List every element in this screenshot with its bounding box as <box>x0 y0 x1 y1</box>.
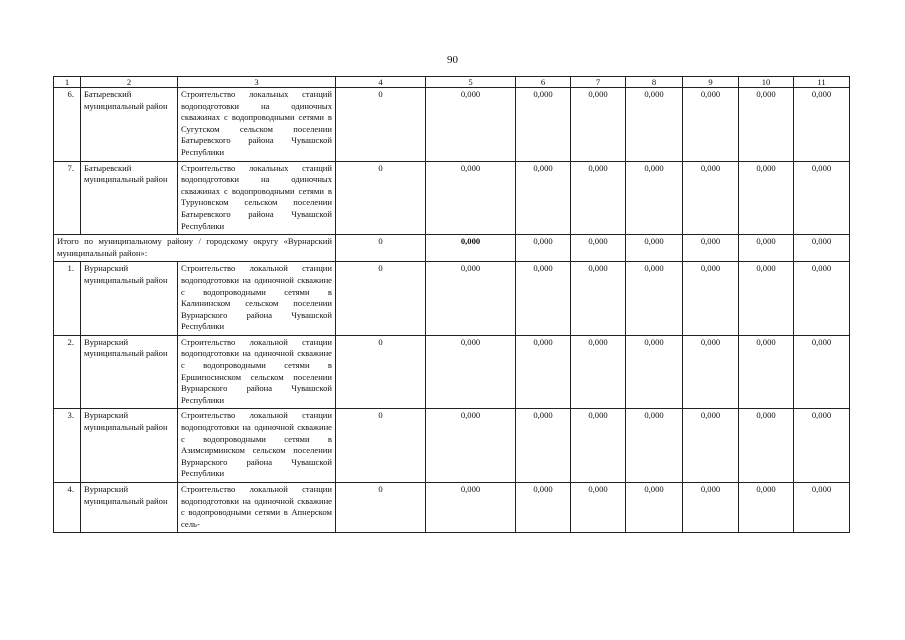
col-header: 4 <box>336 77 426 88</box>
value-cell: 0,000 <box>426 409 516 483</box>
value-cell: 0,000 <box>516 409 571 483</box>
value-cell: 0,000 <box>739 161 794 235</box>
value-cell: 0,000 <box>739 483 794 533</box>
row-number: 3. <box>54 409 81 483</box>
value-cell: 0,000 <box>426 262 516 336</box>
table-row <box>54 262 850 336</box>
value-cell: 0,000 <box>794 335 850 409</box>
table-row <box>54 483 850 533</box>
total-value: 0,000 <box>683 235 739 262</box>
value-cell: 0,000 <box>794 88 850 162</box>
col-header: 8 <box>626 77 683 88</box>
value-cell: 0,000 <box>794 483 850 533</box>
district-cell: Батыревский муниципальный район <box>81 161 178 235</box>
value-cell: 0,000 <box>626 483 683 533</box>
value-cell: 0,000 <box>683 161 739 235</box>
col-header: 7 <box>571 77 626 88</box>
project-description: Строительство локальной станции водоподготовки на одиночной скважине с водопроводными сетями в Азимсирминском сельском поселении Вурнарского района Чувашской Республики <box>178 409 336 483</box>
page-number: 90 <box>447 54 458 66</box>
district-cell: Вурнарский муниципальный район <box>81 483 178 533</box>
total-value: 0,000 <box>516 235 571 262</box>
project-description: Строительство локальных станций водоподготовки на одиночных скважинах с водопроводными сетями в Туруновском сельском поселении Батыревского района Чувашской Республики <box>178 161 336 235</box>
total-value: 0,000 <box>626 235 683 262</box>
col-header: 9 <box>683 77 739 88</box>
project-description: Строительство локальной станции водоподготовки на одиночной скважине с водопроводными сетями в Калининском сельском поселении Вурнарского района Чувашской Республики <box>178 262 336 336</box>
district-cell: Батыревский муниципальный район <box>81 88 178 162</box>
value-cell: 0,000 <box>683 262 739 336</box>
value-cell: 0,000 <box>626 409 683 483</box>
value-cell: 0,000 <box>739 88 794 162</box>
value-cell: 0,000 <box>683 409 739 483</box>
col-header: 2 <box>81 77 178 88</box>
value-cell: 0,000 <box>794 161 850 235</box>
district-cell: Вурнарский муниципальный район <box>81 262 178 336</box>
value-cell: 0,000 <box>794 262 850 336</box>
value-cell: 0,000 <box>571 483 626 533</box>
total-value: 0 <box>336 235 426 262</box>
value-cell: 0,000 <box>516 262 571 336</box>
total-value: 0,000 <box>794 235 850 262</box>
value-cell: 0,000 <box>683 88 739 162</box>
value-cell: 0,000 <box>571 262 626 336</box>
value-cell: 0,000 <box>571 335 626 409</box>
column-number-header-row <box>54 77 850 88</box>
table-row <box>54 409 850 483</box>
total-value: 0,000 <box>426 235 516 262</box>
value-cell: 0,000 <box>516 483 571 533</box>
col-header: 1 <box>54 77 81 88</box>
row-number: 1. <box>54 262 81 336</box>
value-cell: 0,000 <box>739 262 794 336</box>
total-label: Итого по муниципальному району / городскому округу «Вурнарский муниципальный район»: <box>54 235 336 262</box>
value-cell: 0 <box>336 335 426 409</box>
value-cell: 0 <box>336 409 426 483</box>
project-description: Строительство локальной станции водоподготовки на одиночной скважине с водопроводными сетями в Апнерском сель- <box>178 483 336 533</box>
row-number: 4. <box>54 483 81 533</box>
value-cell: 0 <box>336 262 426 336</box>
project-description: Строительство локальных станций водоподготовки на одиночных скважинах с водопроводными сетями в Сугутском сельском поселении Батыревского района Чувашской Республики <box>178 88 336 162</box>
value-cell: 0,000 <box>516 88 571 162</box>
total-value: 0,000 <box>571 235 626 262</box>
col-header: 11 <box>794 77 850 88</box>
row-number: 2. <box>54 335 81 409</box>
value-cell: 0 <box>336 483 426 533</box>
col-header: 10 <box>739 77 794 88</box>
total-value: 0,000 <box>739 235 794 262</box>
value-cell: 0,000 <box>571 409 626 483</box>
value-cell: 0,000 <box>516 161 571 235</box>
value-cell: 0,000 <box>426 88 516 162</box>
value-cell: 0,000 <box>794 409 850 483</box>
district-cell: Вурнарский муниципальный район <box>81 409 178 483</box>
value-cell: 0,000 <box>426 161 516 235</box>
value-cell: 0,000 <box>683 335 739 409</box>
table-row <box>54 335 850 409</box>
value-cell: 0,000 <box>739 335 794 409</box>
value-cell: 0,000 <box>426 483 516 533</box>
value-cell: 0,000 <box>626 161 683 235</box>
value-cell: 0 <box>336 161 426 235</box>
table-row <box>54 88 850 162</box>
row-number: 7. <box>54 161 81 235</box>
col-header: 3 <box>178 77 336 88</box>
budget-table <box>53 76 850 533</box>
project-description: Строительство локальной станции водоподготовки на одиночной скважине с водопроводными сетями в Ершипосинском сельском поселении Вурнарского района Чувашской Республики <box>178 335 336 409</box>
value-cell: 0,000 <box>571 88 626 162</box>
value-cell: 0,000 <box>426 335 516 409</box>
value-cell: 0,000 <box>516 335 571 409</box>
district-cell: Вурнарский муниципальный район <box>81 335 178 409</box>
total-row <box>54 235 850 262</box>
value-cell: 0,000 <box>739 409 794 483</box>
value-cell: 0,000 <box>626 262 683 336</box>
row-number: 6. <box>54 88 81 162</box>
value-cell: 0,000 <box>626 335 683 409</box>
col-header: 5 <box>426 77 516 88</box>
table-row <box>54 161 850 235</box>
value-cell: 0,000 <box>626 88 683 162</box>
col-header: 6 <box>516 77 571 88</box>
value-cell: 0,000 <box>683 483 739 533</box>
value-cell: 0 <box>336 88 426 162</box>
value-cell: 0,000 <box>571 161 626 235</box>
